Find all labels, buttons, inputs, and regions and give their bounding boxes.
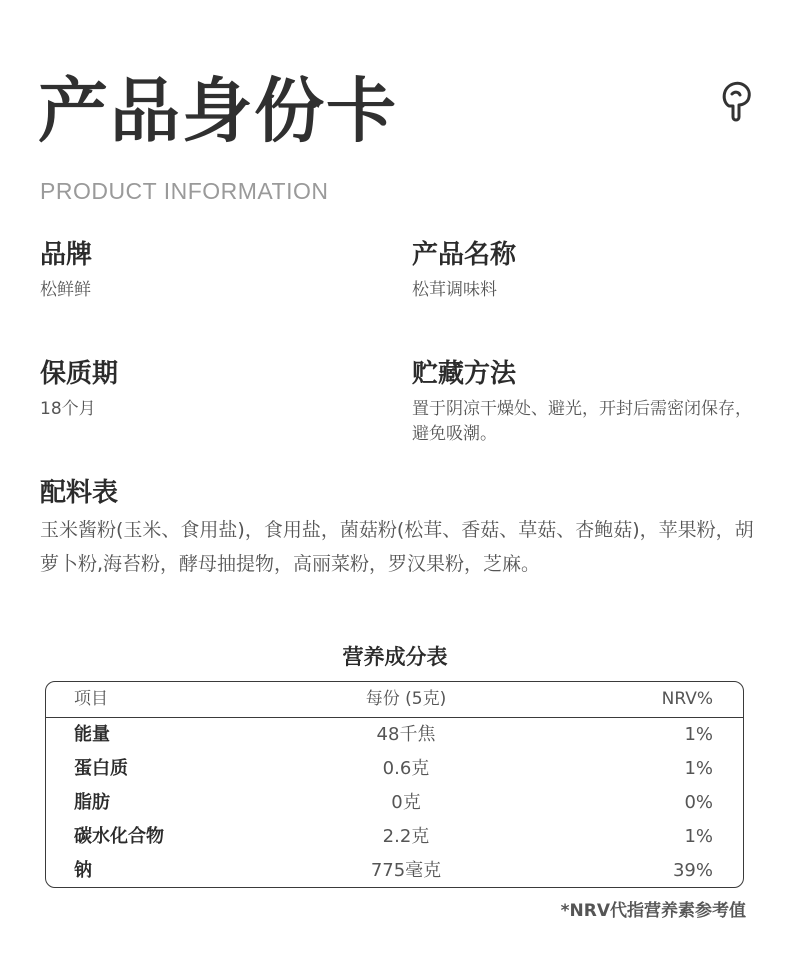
row-value: 2.2克	[382, 826, 430, 847]
row-item: 蛋白质	[74, 758, 128, 779]
row-nrv: 0%	[684, 792, 713, 813]
row-nrv: 1%	[684, 724, 713, 745]
row-nrv: 1%	[684, 758, 713, 779]
header-nrv: NRV%	[661, 689, 713, 709]
mushroom-logo-icon	[720, 80, 752, 122]
row-nrv: 1%	[684, 826, 713, 847]
brand-label: 品牌	[40, 240, 93, 270]
nrv-note: *NRV代指营养素参考值	[560, 901, 746, 921]
row-value: 775毫克	[370, 860, 442, 881]
nutrition-table	[45, 681, 744, 888]
row-nrv: 39%	[672, 860, 713, 881]
ingredients-label: 配料表	[40, 478, 119, 508]
shelf-life-label: 保质期	[40, 359, 119, 389]
header-per-serving: 每份 (5克)	[365, 689, 447, 709]
product-name-label: 产品名称	[412, 240, 517, 270]
ingredients-text: 玉米酱粉(玉米、食用盐)，食用盐，菌菇粉(松茸、香菇、草菇、杏鲍菇)，苹果粉，胡萝卜粉,海苔粉，酵母抽提物，高丽菜粉，罗汉果粉，芝麻。	[40, 519, 754, 575]
nutrition-title: 营养成分表	[342, 645, 448, 669]
row-value: 0克	[391, 792, 421, 813]
row-item: 钠	[74, 860, 92, 881]
nutrition-header-row	[46, 682, 743, 718]
row-item: 碳水化合物	[74, 826, 164, 847]
shelf-life-value: 18个月	[40, 399, 96, 419]
row-value: 0.6克	[382, 758, 430, 779]
storage-value: 置于阴凉干燥处、避光，开封后需密闭保存，避免吸潮。	[412, 399, 752, 444]
row-item: 脂肪	[74, 792, 110, 813]
header-item: 项目	[74, 689, 108, 709]
product-name-value: 松茸调味料	[412, 280, 497, 300]
row-value: 48千焦	[376, 724, 436, 745]
brand-value: 松鲜鲜	[40, 280, 91, 300]
row-item: 能量	[74, 724, 110, 745]
page-subtitle: PRODUCT INFORMATION	[40, 178, 329, 204]
page-title: 产品身份卡	[38, 70, 398, 152]
storage-label: 贮藏方法	[412, 359, 517, 389]
